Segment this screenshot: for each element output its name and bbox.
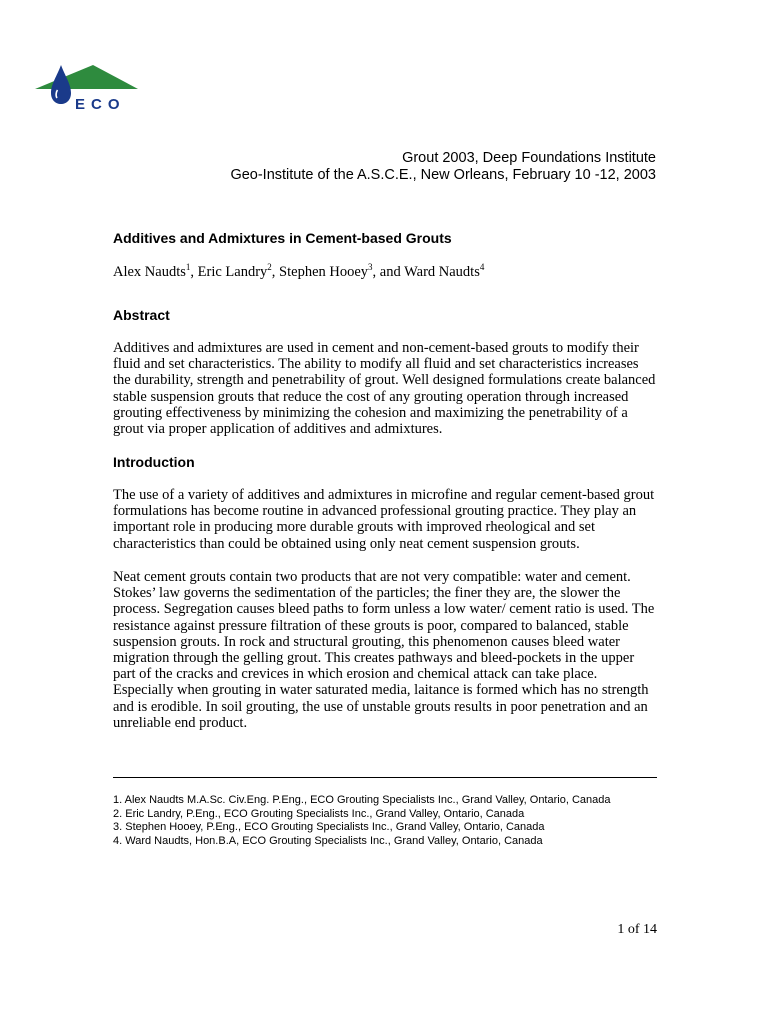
- author-name: Eric Landry: [197, 264, 268, 280]
- introduction-heading: Introduction: [113, 454, 195, 470]
- author-separator: , and: [372, 264, 405, 280]
- footnote: 3. Stephen Hooey, P.Eng., ECO Grouting Specialists Inc., Grand Valley, Ontario, Canada: [113, 821, 545, 834]
- abstract-heading: Abstract: [113, 307, 170, 323]
- introduction-paragraph-1: The use of a variety of additives and admixtures in microfine and regular cement-based grout formulations has become routine in advanced professional grouting practice. They play an important role in producing more durable grouts with improved rheological and set characteristics than could be obtained using only neat cement suspension grouts.: [113, 487, 655, 552]
- author-separator: ,: [190, 264, 198, 280]
- abstract-text: Additives and admixtures are used in cement and non-cement-based grouts to modify their fluid and set characteristics. The ability to modify all fluid and set characteristics increases the durability, strength and penetrability of grout. Well designed formulations create balanced stable suspension grouts that reduce the cost of any grouting operation through increased grouting effectiveness by minimizing the cohesion and maximizing the penetrability of a grout via proper application of additives and admixtures.: [113, 340, 656, 438]
- conference-line-1: Grout 2003, Deep Foundations Institute: [402, 150, 656, 166]
- author-mark: 4: [479, 262, 485, 273]
- logo-text: ECO: [75, 96, 126, 113]
- eco-logo: [33, 62, 143, 118]
- author-name: Stephen Hooey: [279, 264, 369, 280]
- conference-line-2: Geo-Institute of the A.S.C.E., New Orleans, February 10 -12, 2003: [230, 167, 656, 183]
- author-separator: ,: [271, 264, 280, 280]
- author-list: [113, 264, 484, 281]
- footnote-list: [113, 794, 658, 848]
- footnote-divider: [113, 777, 657, 778]
- conference-info: [230, 150, 656, 184]
- introduction-paragraph-2: Neat cement grouts contain two products that are not very compatible: water and cement. Stokes’ law governs the sedimentation of the particles; the finer they are, the slower the process. Segregation causes bleed paths to form unless a low water/ cement ratio is used. The resistance against pressure filtration of these grouts is poor, compared to balanced, stable suspension grouts. In rock and structural grouting, this phenomenon causes bleed water migration through the gelling grout. This creates pathways and bleed-pockets in the upper part of the cracks and crevices in which erosion and chemical attack can take place. Especially when grouting in water saturated media, laitance is formed which has no strength and is erodible. In soil grouting, the use of unstable grouts results in poor penetration and an unreliable end product.: [113, 569, 655, 731]
- author-name: Alex Naudts: [113, 264, 186, 280]
- author-name: Ward Naudts: [404, 264, 480, 280]
- page-number: 1 of 14: [617, 922, 657, 937]
- footnote: 1. Alex Naudts M.A.Sc. Civ.Eng. P.Eng., ECO Grouting Specialists Inc., Grand Valley, Ontario, Canada: [113, 794, 611, 806]
- paper-title: Additives and Admixtures in Cement-based Grouts: [113, 230, 452, 246]
- author-mark: 2: [267, 262, 272, 273]
- author-mark: 1: [185, 262, 191, 273]
- footnote: 4. Ward Naudts, Hon.B.A, ECO Grouting Specialists Inc., Grand Valley, Ontario, Canada: [113, 834, 543, 847]
- footnote: 2. Eric Landry, P.Eng., ECO Grouting Specialists Inc., Grand Valley, Ontario, Canada: [113, 807, 525, 820]
- author-mark: 3: [368, 262, 373, 273]
